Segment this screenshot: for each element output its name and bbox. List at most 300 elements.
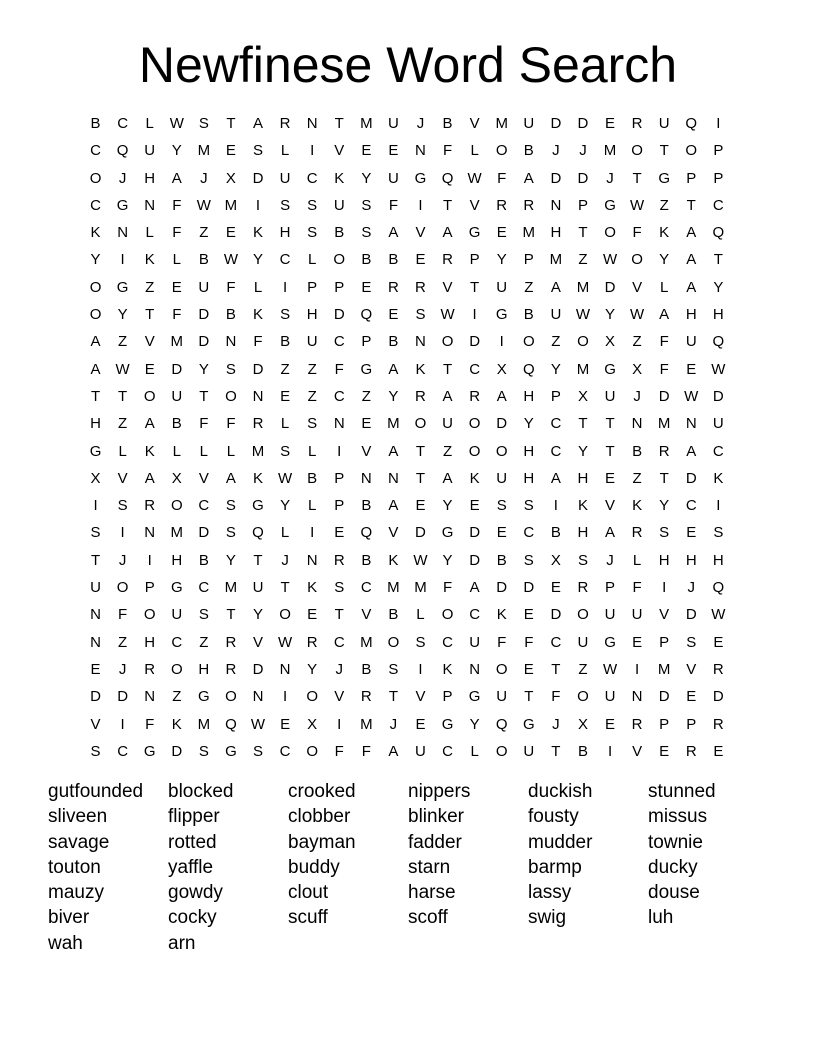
grid-letter[interactable]: D	[577, 169, 589, 187]
grid-letter[interactable]: J	[281, 551, 289, 569]
grid-letter[interactable]: X	[225, 169, 236, 187]
grid-letter[interactable]: F	[253, 333, 263, 351]
grid-letter[interactable]: Z	[524, 278, 534, 296]
grid-letter[interactable]: G	[89, 442, 102, 460]
grid-letter[interactable]: A	[605, 524, 616, 542]
grid-letter[interactable]: H	[577, 469, 589, 487]
grid-letter[interactable]: O	[631, 251, 643, 269]
grid-letter[interactable]: Y	[713, 278, 724, 296]
grid-letter[interactable]: T	[253, 551, 263, 569]
grid-letter[interactable]: G	[198, 688, 210, 706]
grid-letter[interactable]: V	[415, 224, 426, 242]
grid-letter[interactable]: Q	[360, 524, 373, 542]
grid-letter[interactable]: I	[120, 715, 125, 733]
grid-letter[interactable]: G	[604, 633, 616, 651]
grid-letter[interactable]: Q	[522, 360, 535, 378]
grid-letter[interactable]: I	[337, 442, 342, 460]
grid-letter[interactable]: W	[196, 196, 211, 214]
grid-letter[interactable]: B	[361, 551, 372, 569]
grid-letter[interactable]: Z	[442, 442, 453, 460]
grid-letter[interactable]: T	[524, 688, 534, 706]
grid-letter[interactable]: E	[361, 142, 372, 160]
grid-letter[interactable]: E	[686, 360, 697, 378]
grid-letter[interactable]: U	[712, 415, 724, 433]
grid-letter[interactable]: A	[442, 469, 453, 487]
grid-letter[interactable]: G	[252, 497, 264, 515]
grid-letter[interactable]: C	[279, 742, 291, 760]
grid-letter[interactable]: B	[334, 224, 345, 242]
grid-letter[interactable]: U	[523, 742, 535, 760]
grid-letter[interactable]: O	[306, 688, 318, 706]
grid-letter[interactable]: J	[552, 142, 560, 160]
grid-letter[interactable]: Q	[225, 715, 237, 733]
grid-letter[interactable]: V	[632, 742, 643, 760]
grid-letter[interactable]: T	[90, 551, 101, 569]
grid-letter[interactable]: O	[116, 579, 129, 597]
grid-letter[interactable]: L	[280, 524, 290, 542]
grid-letter[interactable]: Z	[551, 333, 561, 351]
grid-letter[interactable]: U	[496, 278, 508, 296]
grid-letter[interactable]: W	[413, 551, 428, 569]
grid-letter[interactable]: O	[441, 333, 454, 351]
grid-letter[interactable]: H	[90, 415, 101, 433]
grid-letter[interactable]: N	[631, 688, 643, 706]
grid-letter[interactable]: R	[225, 660, 237, 678]
grid-letter[interactable]: A	[90, 333, 101, 351]
grid-letter[interactable]: D	[604, 278, 616, 296]
grid-letter[interactable]: V	[90, 715, 101, 733]
grid-letter[interactable]: S	[686, 633, 697, 651]
grid-letter[interactable]: U	[387, 169, 399, 187]
grid-letter[interactable]: K	[90, 224, 101, 242]
grid-letter[interactable]: W	[223, 251, 239, 269]
grid-letter[interactable]: M	[576, 278, 590, 296]
grid-letter[interactable]: E	[225, 142, 236, 160]
grid-letter[interactable]: T	[442, 360, 453, 378]
grid-letter[interactable]: M	[657, 415, 671, 433]
grid-letter[interactable]: C	[333, 333, 345, 351]
grid-letter[interactable]: L	[632, 551, 642, 569]
grid-letter[interactable]: F	[118, 606, 128, 624]
grid-letter[interactable]: M	[576, 360, 590, 378]
grid-letter[interactable]: P	[469, 251, 480, 269]
grid-letter[interactable]: P	[686, 715, 697, 733]
grid-letter[interactable]: P	[577, 196, 588, 214]
grid-letter[interactable]: K	[307, 579, 318, 597]
grid-letter[interactable]: J	[606, 551, 614, 569]
grid-letter[interactable]: E	[144, 360, 155, 378]
grid-letter[interactable]: E	[496, 224, 507, 242]
grid-letter[interactable]: U	[442, 415, 453, 433]
grid-letter[interactable]: Q	[495, 715, 508, 733]
grid-letter[interactable]: N	[90, 606, 101, 624]
grid-letter[interactable]: N	[252, 688, 264, 706]
grid-letter[interactable]: Z	[118, 415, 128, 433]
grid-letter[interactable]: B	[550, 524, 561, 542]
grid-letter[interactable]: S	[307, 415, 318, 433]
grid-letter[interactable]: T	[605, 442, 615, 460]
grid-letter[interactable]: R	[631, 715, 643, 733]
grid-letter[interactable]: G	[604, 196, 616, 214]
grid-letter[interactable]: L	[118, 442, 127, 460]
grid-letter[interactable]: Y	[523, 415, 534, 433]
grid-letter[interactable]: V	[686, 660, 697, 678]
grid-letter[interactable]: D	[415, 524, 426, 542]
grid-letter[interactable]: P	[523, 251, 534, 269]
grid-letter[interactable]: D	[658, 387, 670, 405]
grid-letter[interactable]: Z	[632, 469, 642, 487]
grid-letter[interactable]: U	[252, 579, 264, 597]
grid-letter[interactable]: T	[415, 442, 426, 460]
grid-letter[interactable]: I	[662, 579, 667, 597]
grid-letter[interactable]: X	[605, 333, 616, 351]
grid-letter[interactable]: C	[171, 633, 183, 651]
grid-letter[interactable]: C	[333, 387, 345, 405]
grid-letter[interactable]: D	[117, 688, 129, 706]
grid-letter[interactable]: E	[388, 306, 399, 324]
grid-letter[interactable]: C	[360, 579, 372, 597]
grid-letter[interactable]: F	[334, 360, 344, 378]
grid-letter[interactable]: D	[252, 360, 264, 378]
grid-letter[interactable]: K	[442, 660, 453, 678]
grid-letter[interactable]: I	[255, 196, 261, 214]
grid-letter[interactable]: V	[388, 524, 399, 542]
grid-letter[interactable]: E	[280, 387, 291, 405]
grid-letter[interactable]: N	[333, 415, 345, 433]
grid-letter[interactable]: R	[306, 633, 318, 651]
grid-letter[interactable]: A	[469, 579, 480, 597]
grid-letter[interactable]: K	[713, 469, 724, 487]
grid-letter[interactable]: P	[334, 497, 345, 515]
grid-letter[interactable]: F	[442, 142, 453, 160]
grid-letter[interactable]: N	[685, 415, 697, 433]
grid-letter[interactable]: W	[630, 196, 645, 214]
grid-letter[interactable]: T	[334, 115, 344, 132]
grid-letter[interactable]: T	[199, 387, 209, 405]
grid-letter[interactable]: A	[253, 115, 264, 132]
grid-letter[interactable]: D	[550, 606, 562, 624]
grid-letter[interactable]: G	[170, 579, 183, 597]
grid-letter[interactable]: H	[523, 387, 535, 405]
grid-letter[interactable]: F	[226, 278, 236, 296]
grid-letter[interactable]: C	[198, 497, 210, 515]
grid-letter[interactable]: D	[198, 524, 210, 542]
grid-letter[interactable]: N	[117, 224, 129, 242]
grid-letter[interactable]: P	[659, 715, 670, 733]
grid-letter[interactable]: N	[469, 660, 481, 678]
grid-letter[interactable]: Z	[172, 688, 182, 706]
grid-letter[interactable]: E	[659, 742, 670, 760]
grid-letter[interactable]: D	[90, 688, 101, 706]
grid-letter[interactable]: I	[635, 660, 640, 678]
grid-letter[interactable]: C	[685, 497, 697, 515]
grid-letter[interactable]: W	[440, 306, 455, 324]
grid-letter[interactable]: U	[658, 115, 670, 132]
grid-letter[interactable]: B	[523, 306, 534, 324]
grid-letter[interactable]: Q	[712, 579, 725, 597]
grid-letter[interactable]: E	[496, 524, 507, 542]
grid-letter[interactable]: G	[522, 715, 535, 733]
grid-letter[interactable]: C	[279, 251, 291, 269]
grid-letter[interactable]: H	[144, 633, 156, 651]
grid-letter[interactable]: N	[631, 415, 643, 433]
grid-letter[interactable]: D	[550, 115, 562, 132]
grid-letter[interactable]: Y	[117, 306, 128, 324]
grid-letter[interactable]: L	[172, 442, 181, 460]
grid-letter[interactable]: W	[602, 660, 618, 678]
grid-letter[interactable]: Z	[199, 224, 209, 242]
grid-letter[interactable]: H	[144, 169, 156, 187]
grid-letter[interactable]: S	[659, 524, 670, 542]
grid-letter[interactable]: U	[550, 306, 562, 324]
grid-letter[interactable]: I	[283, 278, 288, 296]
grid-letter[interactable]: V	[117, 469, 128, 487]
grid-letter[interactable]: E	[361, 278, 372, 296]
grid-letter[interactable]: S	[198, 606, 209, 624]
grid-letter[interactable]: B	[225, 306, 236, 324]
grid-letter[interactable]: J	[118, 169, 127, 187]
grid-letter[interactable]: Y	[550, 360, 561, 378]
grid-letter[interactable]: N	[144, 688, 156, 706]
grid-letter[interactable]: D	[198, 333, 210, 351]
grid-letter[interactable]: A	[388, 360, 399, 378]
grid-letter[interactable]: A	[442, 224, 453, 242]
grid-letter[interactable]: H	[523, 442, 535, 460]
grid-letter[interactable]: K	[469, 469, 480, 487]
grid-letter[interactable]: Q	[685, 115, 698, 132]
grid-letter[interactable]: W	[115, 360, 130, 378]
grid-letter[interactable]: V	[361, 606, 372, 624]
grid-letter[interactable]: E	[280, 715, 291, 733]
grid-letter[interactable]: Z	[118, 633, 128, 651]
grid-letter[interactable]: D	[333, 306, 345, 324]
grid-letter[interactable]: K	[144, 251, 155, 269]
grid-letter[interactable]: N	[144, 196, 156, 214]
grid-letter[interactable]: K	[171, 715, 182, 733]
grid-letter[interactable]: T	[442, 196, 453, 214]
grid-letter[interactable]: T	[551, 742, 561, 760]
grid-letter[interactable]: K	[659, 224, 670, 242]
grid-letter[interactable]: M	[170, 333, 184, 351]
grid-letter[interactable]: Y	[605, 306, 616, 324]
grid-letter[interactable]: X	[496, 360, 507, 378]
grid-letter[interactable]: M	[224, 196, 238, 214]
grid-letter[interactable]: R	[144, 497, 156, 515]
grid-letter[interactable]: T	[605, 415, 615, 433]
grid-letter[interactable]: D	[171, 742, 183, 760]
grid-letter[interactable]: B	[361, 251, 372, 269]
grid-letter[interactable]: J	[606, 169, 614, 187]
grid-letter[interactable]: A	[90, 360, 101, 378]
grid-letter[interactable]: J	[633, 387, 641, 405]
grid-letter[interactable]: I	[337, 715, 342, 733]
grid-letter[interactable]: F	[388, 196, 398, 214]
grid-letter[interactable]: H	[577, 524, 589, 542]
grid-letter[interactable]: M	[360, 715, 373, 733]
grid-letter[interactable]: L	[172, 251, 181, 269]
grid-letter[interactable]: D	[658, 688, 670, 706]
grid-letter[interactable]: X	[307, 715, 318, 733]
grid-letter[interactable]: T	[659, 142, 669, 160]
grid-letter[interactable]: N	[225, 333, 237, 351]
grid-letter[interactable]: R	[415, 387, 426, 405]
grid-letter[interactable]: Z	[632, 333, 642, 351]
grid-letter[interactable]: L	[470, 142, 479, 160]
grid-letter[interactable]: G	[441, 524, 454, 542]
grid-letter[interactable]: I	[147, 551, 152, 569]
grid-letter[interactable]: F	[659, 333, 669, 351]
grid-letter[interactable]: M	[170, 524, 184, 542]
grid-letter[interactable]: W	[711, 360, 726, 378]
grid-letter[interactable]: R	[387, 278, 399, 296]
grid-letter[interactable]: J	[687, 579, 695, 597]
grid-letter[interactable]: C	[306, 169, 318, 187]
grid-letter[interactable]: J	[389, 715, 398, 733]
grid-letter[interactable]: V	[632, 278, 643, 296]
grid-letter[interactable]: Z	[145, 278, 155, 296]
grid-letter[interactable]: T	[551, 660, 561, 678]
grid-letter[interactable]: D	[712, 387, 724, 405]
grid-letter[interactable]: P	[334, 278, 345, 296]
grid-letter[interactable]: I	[310, 142, 315, 160]
grid-letter[interactable]: Y	[361, 169, 372, 187]
grid-letter[interactable]: Z	[578, 251, 588, 269]
grid-letter[interactable]: J	[335, 660, 343, 678]
grid-letter[interactable]: G	[360, 360, 373, 378]
grid-letter[interactable]: S	[225, 497, 236, 515]
grid-letter[interactable]: J	[416, 115, 425, 132]
grid-letter[interactable]: W	[684, 387, 699, 405]
grid-letter[interactable]: S	[90, 742, 101, 760]
grid-letter[interactable]: M	[360, 115, 373, 132]
grid-letter[interactable]: E	[713, 742, 724, 760]
grid-letter[interactable]: C	[523, 524, 535, 542]
grid-letter[interactable]: L	[307, 251, 317, 269]
grid-letter[interactable]: B	[496, 551, 507, 569]
grid-letter[interactable]: T	[280, 579, 290, 597]
grid-letter[interactable]: O	[414, 415, 427, 433]
grid-letter[interactable]: G	[225, 742, 237, 760]
grid-letter[interactable]: J	[552, 715, 560, 733]
grid-letter[interactable]: R	[252, 415, 264, 433]
grid-letter[interactable]: A	[550, 278, 561, 296]
grid-letter[interactable]: M	[197, 715, 211, 733]
grid-letter[interactable]: Y	[469, 715, 480, 733]
grid-letter[interactable]: C	[469, 606, 481, 624]
grid-letter[interactable]: W	[169, 115, 184, 132]
grid-letter[interactable]: R	[415, 278, 426, 296]
grid-letter[interactable]: I	[283, 688, 288, 706]
grid-letter[interactable]: P	[442, 688, 453, 706]
grid-letter[interactable]: S	[334, 579, 345, 597]
grid-letter[interactable]: U	[469, 633, 481, 651]
grid-letter[interactable]: D	[252, 169, 264, 187]
grid-letter[interactable]: P	[713, 142, 724, 160]
grid-letter[interactable]: B	[388, 606, 399, 624]
grid-letter[interactable]: I	[93, 497, 98, 515]
grid-letter[interactable]: R	[144, 660, 156, 678]
grid-letter[interactable]: A	[686, 278, 697, 296]
grid-letter[interactable]: S	[496, 497, 507, 515]
grid-letter[interactable]: B	[442, 115, 453, 132]
grid-letter[interactable]: N	[387, 469, 399, 487]
grid-letter[interactable]: U	[415, 742, 426, 760]
grid-letter[interactable]: D	[469, 333, 481, 351]
grid-letter[interactable]: M	[197, 142, 211, 160]
grid-letter[interactable]: U	[685, 333, 697, 351]
grid-letter[interactable]: I	[553, 497, 558, 515]
grid-letter[interactable]: W	[602, 251, 618, 269]
grid-letter[interactable]: A	[686, 224, 697, 242]
grid-letter[interactable]: T	[388, 688, 398, 706]
grid-letter[interactable]: K	[253, 224, 264, 242]
grid-letter[interactable]: T	[470, 278, 480, 296]
grid-letter[interactable]: A	[442, 387, 453, 405]
grid-letter[interactable]: Y	[307, 660, 318, 678]
grid-letter[interactable]: F	[497, 633, 507, 651]
grid-letter[interactable]: P	[144, 579, 155, 597]
grid-letter[interactable]: Y	[577, 442, 588, 460]
grid-letter[interactable]: Q	[116, 142, 129, 160]
grid-letter[interactable]: U	[279, 169, 291, 187]
grid-letter[interactable]: F	[145, 715, 155, 733]
grid-letter[interactable]: N	[279, 660, 291, 678]
grid-letter[interactable]: L	[307, 497, 317, 515]
grid-letter[interactable]: L	[280, 415, 290, 433]
grid-letter[interactable]: S	[307, 224, 318, 242]
grid-letter[interactable]: Q	[252, 524, 264, 542]
grid-letter[interactable]: Y	[198, 360, 209, 378]
grid-letter[interactable]: Y	[442, 497, 453, 515]
grid-letter[interactable]: V	[469, 196, 480, 214]
grid-letter[interactable]: F	[497, 169, 507, 187]
grid-letter[interactable]: T	[713, 251, 723, 269]
grid-letter[interactable]: S	[523, 497, 534, 515]
grid-letter[interactable]: H	[658, 551, 670, 569]
grid-letter[interactable]: S	[577, 551, 588, 569]
grid-letter[interactable]: Y	[442, 551, 453, 569]
grid-letter[interactable]: S	[198, 115, 209, 132]
grid-letter[interactable]: F	[172, 224, 182, 242]
grid-letter[interactable]: Z	[280, 360, 290, 378]
grid-letter[interactable]: P	[550, 387, 561, 405]
grid-letter[interactable]: R	[333, 551, 345, 569]
grid-letter[interactable]: N	[415, 142, 426, 160]
grid-letter[interactable]: U	[496, 469, 508, 487]
grid-letter[interactable]: U	[523, 115, 535, 132]
grid-letter[interactable]: V	[334, 142, 345, 160]
grid-letter[interactable]: X	[90, 469, 101, 487]
grid-letter[interactable]: O	[306, 742, 318, 760]
grid-letter[interactable]: S	[307, 196, 318, 214]
grid-letter[interactable]: D	[469, 551, 481, 569]
grid-letter[interactable]: T	[226, 606, 236, 624]
grid-letter[interactable]: E	[171, 278, 182, 296]
grid-letter[interactable]: R	[658, 442, 670, 460]
grid-letter[interactable]: B	[198, 551, 209, 569]
grid-letter[interactable]: M	[251, 442, 265, 460]
grid-letter[interactable]: L	[253, 278, 263, 296]
grid-letter[interactable]: O	[170, 660, 183, 678]
grid-letter[interactable]: E	[388, 142, 399, 160]
grid-letter[interactable]: U	[333, 196, 345, 214]
grid-letter[interactable]: M	[360, 633, 373, 651]
grid-letter[interactable]: M	[603, 142, 617, 160]
grid-letter[interactable]: C	[90, 142, 101, 160]
grid-letter[interactable]: I	[499, 333, 504, 351]
grid-letter[interactable]: O	[495, 660, 508, 678]
grid-letter[interactable]: O	[468, 442, 481, 460]
